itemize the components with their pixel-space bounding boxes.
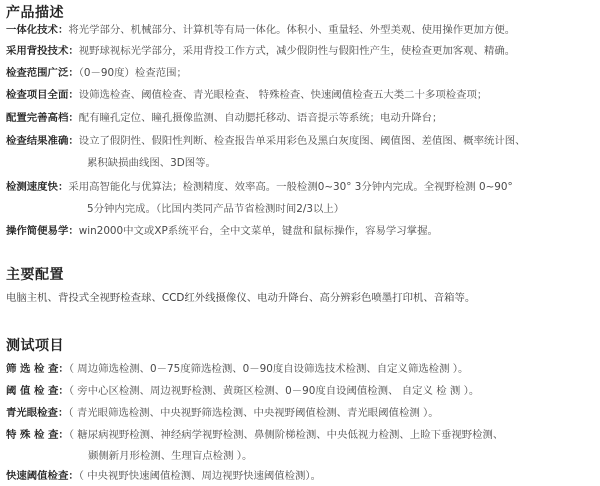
test-row-fast-threshold [6,468,596,484]
test-text: （ 青光眼筛选检测、中央视野筛选检测、中央视野阈值检测、青光眼阈值检测 ）。 [68,407,439,419]
test-text: （ 中央视野快速阈值检测、周边视野快速阈值检测）。 [78,470,322,482]
feature-text: 采用高智能化与优算法；检测精度、效率高。一般检测0~30° 3分钟内完成。全视野检测 0~90° [68,181,513,193]
feature-text-continued: 5分钟内完成。（比国内类同产品节省检测时间2/3以上） [87,203,345,215]
config-section-title: 主要配置 [6,267,64,283]
feature-text: 视野球视标光学部分，采用背投工作方式，减少假阴性与假阳性产生，使检查更加客观、精确。 [78,45,516,57]
test-label: 阈 值 检 查： [6,385,69,397]
test-label: 筛 选 检 查： [6,363,69,375]
feature-row-configuration [6,110,596,126]
test-label: 特 殊 检 查： [6,429,69,441]
feature-label: 配置完善高档： [6,112,79,124]
feature-row-rear-projection [6,43,596,59]
test-row-screening [6,361,596,377]
tests-section-title: 测试项目 [6,338,64,354]
feature-label: 检查范围广泛： [6,67,79,79]
feature-label: 采用背投技术： [6,45,79,57]
feature-row-integration [6,22,596,38]
test-row-glaucoma [6,405,596,421]
feature-row-range [6,65,596,81]
feature-label: 检查结果准确： [6,135,79,147]
test-label: 快速阈值检查： [6,470,79,482]
feature-text: 配有瞳孔定位、瞳孔摄像监测、自动腮托移动、语音提示等系统；电动升降台； [78,112,443,124]
feature-text-continued: 累积缺损曲线图、3D图等。 [87,157,216,169]
feature-row-operation [6,223,596,239]
test-row-threshold [6,383,596,399]
test-text-continued: 颞侧新月形检测、生理盲点检测 ）。 [88,450,253,462]
feature-text: 设立了假阴性、假阳性判断、检查报告单采用彩色及黑白灰度图、阈值图、差值图、概率统计图、 [78,135,526,147]
test-label: 青光眼检查： [6,407,69,419]
feature-label: 检测速度快： [6,181,69,193]
config-text: 电脑主机、背投式全视野检查球、CCD红外线摄像仪、电动升降台、高分辨彩色喷墨打印机、音箱等。 [6,292,476,304]
feature-label: 操作简便易学： [6,225,79,237]
feature-text: 设筛选检查、阈值检查、青光眼检查、 特殊检查、快速阈值检查五大类二十多项检查项； [78,89,488,101]
feature-text: （0－90度）检查范围； [78,67,187,79]
feature-row-speed [6,179,596,219]
feature-text: 将光学部分、机械部分、计算机等有局一体化。体积小、重量轻、外型美观、使用操作更加方便。 [68,24,516,36]
test-text: （ 周边筛选检测、0－75度筛选检测、0－90度自设筛选技术检测、自定义筛选检测 ）。 [68,363,469,375]
feature-label: 检查项目全面： [6,89,79,101]
test-row-special [6,427,596,467]
test-text: （ 旁中心区检测、周边视野检测、黄斑区检测、0－90度自设阈值检测、 自定义 检 测 ）。 [68,385,480,397]
feature-text: win2000中文或XP系统平台，全中文菜单，键盘和鼠标操作，容易学习掌握。 [78,225,438,237]
feature-row-accuracy [6,133,596,173]
test-text: （ 糖尿病视野检测、神经病学视野检测、鼻侧阶梯检测、中央低视力检测、上睑下垂视野检测、 [68,429,504,441]
feature-row-items [6,87,596,103]
feature-label: 一体化技术： [6,24,69,36]
features-section-title: 产品描述 [6,5,64,21]
